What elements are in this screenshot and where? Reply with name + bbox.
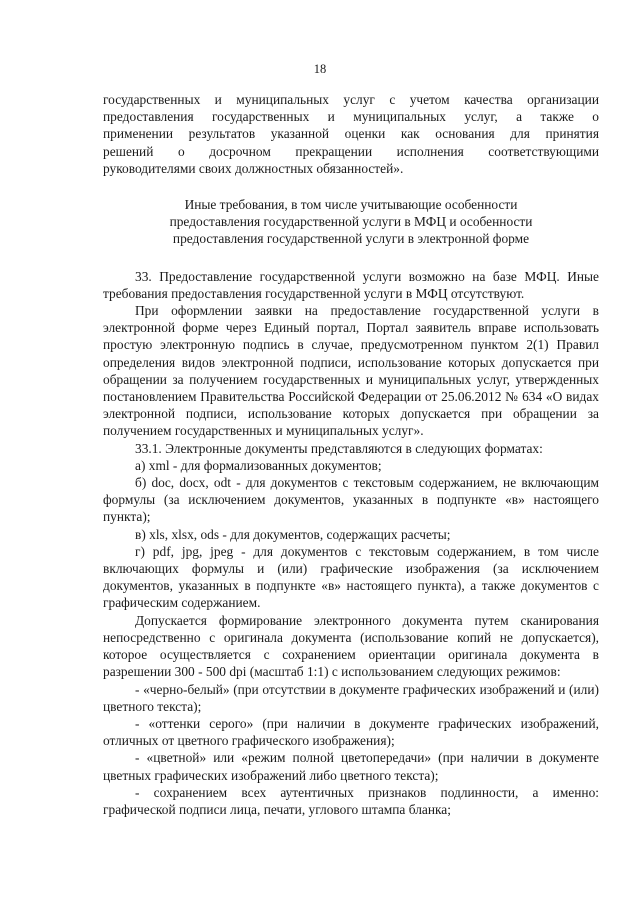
heading-line: предоставления государственной услуги в электронной форме bbox=[172, 231, 530, 247]
list-item-g: г) pdf, jpg, jpeg - для документов с текстовым содержанием, в том числе включающих формулы и (или) графические изображения (за исключением документов, указанных в подпункте «в» настоящего пункта), а также документов с графическим содержанием. bbox=[103, 543, 599, 611]
heading-line: предоставления государственной услуги в МФЦ и особенности bbox=[169, 214, 533, 230]
mode-color: - «цветной» или «режим полной цветопередачи» (при наличии в документе цветных графических изображений либо цветного текста); bbox=[103, 750, 599, 783]
mode-authentic-signs: - сохранением всех аутентичных признаков подлинности, а именно: графической подписи лица, печати, углового штампа бланка; bbox=[103, 784, 599, 817]
intro-line: руководителями своих должностных обязанностей». bbox=[103, 160, 404, 176]
mode-black-white: - «черно-белый» (при отсутствии в документе графических изображений и (или) цветного текста); bbox=[103, 681, 599, 714]
intro-line: государственных и муниципальных услуг с учетом качества организации bbox=[103, 92, 599, 107]
mode-grayscale: - «оттенки серого» (при наличии в документе графических изображений, отличных от цветного графического изображения); bbox=[103, 715, 599, 749]
intro-paragraph bbox=[103, 91, 599, 177]
list-item-v: в) xls, xlsx, ods - для документов, содержащих расчеты; bbox=[135, 526, 451, 542]
section-heading bbox=[103, 196, 599, 248]
intro-line: предоставления государственных и муниципальных услуг, а также о bbox=[103, 109, 599, 125]
heading-line: Иные требования, в том числе учитывающие особенности bbox=[184, 197, 518, 213]
document-body bbox=[103, 91, 599, 818]
page-number: 18 bbox=[313, 62, 327, 76]
paragraph-signature: При оформлении заявки на предоставление государственной услуги в электронной форме через Единый портал, Портал заявитель вправе использовать простую электронную подпись в случае, предусмотренном пунктом 2(1) Правил определения видов электронной подписи, использование которых допускается при обращении за получением государственных и муниципальных услуг, утвержденных постановлением Правительства Российской Федерации от 25.06.2012 № 634 «О видах электронной подписи, использование которых допускается при обращении за получением государственных и муниципальных услуг». bbox=[103, 303, 599, 439]
paragraph-33-1: 33.1. Электронные документы представляются в следующих форматах: bbox=[135, 440, 543, 456]
intro-line: решений о досрочном прекращении исполнения соответствующими bbox=[103, 143, 599, 159]
list-item-a: а) xml - для формализованных документов; bbox=[135, 457, 382, 473]
intro-line: применении результатов указанной оценки как основания для принятия bbox=[103, 126, 599, 142]
list-item-b: б) doc, docx, odt - для документов с текстовым содержанием, не включающим формулы (за исключением документов, указанных в подпункте «в» настоящего пункта); bbox=[103, 475, 599, 525]
paragraph-scanning: Допускается формирование электронного документа путем сканирования непосредственно с оригинала документа (использование копий не допускается), которое осуществляется с сохранением ориентации оригинала документа в разрешении 300 - 500 dpi (масштаб 1:1) с использованием следующих режимов: bbox=[103, 612, 599, 680]
paragraph-33: 33. Предоставление государственной услуги возможно на базе МФЦ. Иные требования предоставления государственной услуги в МФЦ отсутствуют. bbox=[103, 268, 599, 301]
